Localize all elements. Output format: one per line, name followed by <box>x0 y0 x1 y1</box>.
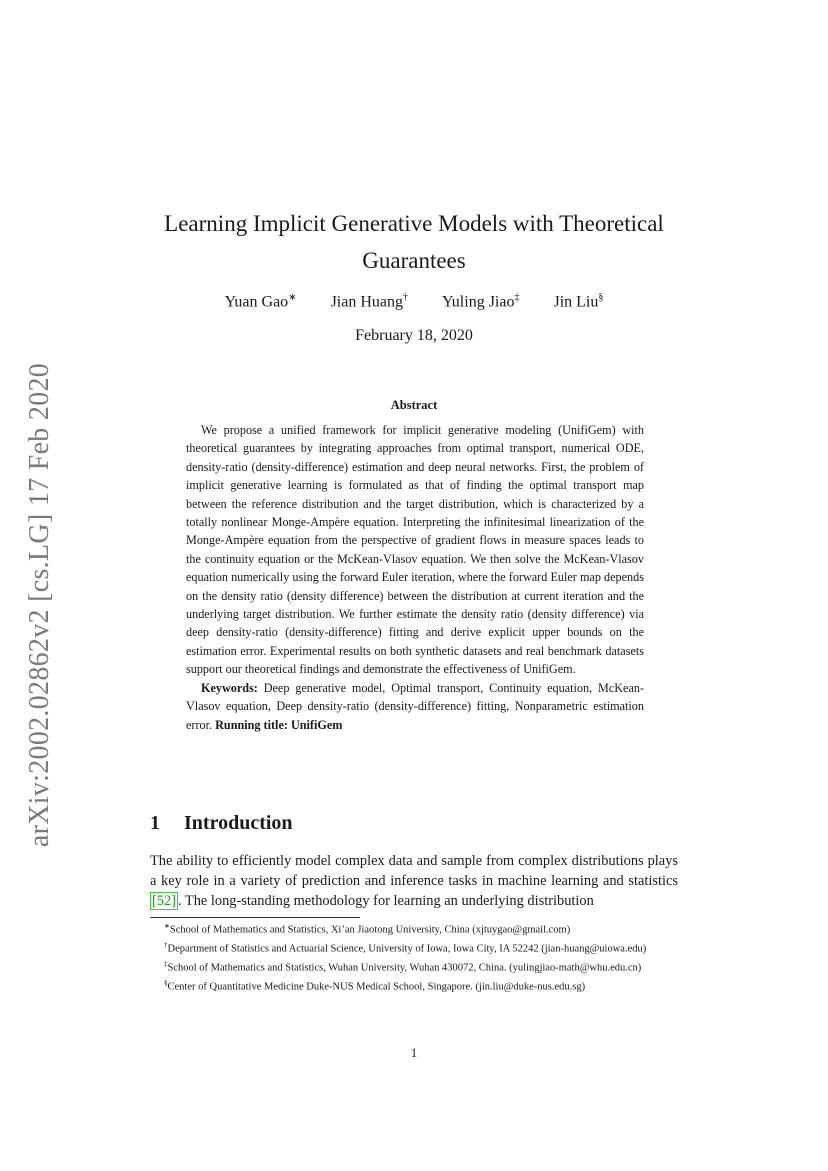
footnote <box>150 938 678 957</box>
section-title: Introduction <box>184 812 293 834</box>
footnote-text: Center of Quantitative Medicine Duke-NUS Medical School, Singapore. (jin.liu@duke-nus.edu.sg) <box>167 981 586 993</box>
section-number: 1 <box>150 812 160 834</box>
footnote <box>150 919 678 938</box>
footnote <box>150 957 678 976</box>
abstract-text: We propose a unified framework for implicit generative modeling (UnifiGem) with theoretical guarantees by integrating approaches from optimal transport, numerical ODE, density-ratio (density-difference) estimation and deep neural networks. First, the problem of implicit generative learning is formulated as that of finding the optimal transport map between the reference distribution and the target distribution, which is characterized by a totally nonlinear Monge-Ampère equation. Interpreting the infinitesimal linearization of the Monge-Ampère equation from the perspective of gradient flows in measure spaces leads to the continuity equation or the McKean-Vlasov equation. We then solve the McKean-Vlasov equation numerically using the forward Euler iteration, where the forward Euler map depends on the density ratio (density difference) between the distribution at current iteration and the underlying target distribution. We further estimate the density ratio (density difference) via deep density-ratio (density-difference) fitting and derive explicit upper bounds on the estimation error. Experimental results on both synthetic datasets and real benchmark datasets support our theoretical findings and demonstrate the effectiveness of UnifiGem. <box>186 423 644 677</box>
arxiv-identifier: arXiv:2002.02862v2 [cs.LG] 17 Feb 2020 <box>24 362 55 848</box>
keywords-text: Deep generative model, Optimal transport, Continuity equation, McKean-Vlasov equation, Deep density-ratio (density-difference) fitting, Nonparametric estimation error. <box>186 680 645 732</box>
footnote-text: School of Mathematics and Statistics, Wuhan University, Wuhan 430072, China. (yulingjiao-math@whu.edu.cn) <box>167 962 642 974</box>
footnote <box>150 976 678 995</box>
section-heading <box>150 812 293 835</box>
author-affiliation-mark: ‡ <box>514 292 520 303</box>
footnote-mark: ‡ <box>164 959 168 968</box>
author <box>442 292 519 311</box>
author-name: Jin Liu <box>553 293 599 311</box>
paper-title: Learning Implicit Generative Models with Theoretical Guarantees <box>164 211 664 273</box>
author-affiliation-mark: † <box>403 292 409 303</box>
citation-link[interactable]: [52] <box>152 893 176 910</box>
footnote-text: Department of Statistics and Actuarial Science, University of Iowa, Iowa City, IA 52242 (jian-huang@uiowa.edu) <box>167 943 647 955</box>
author-name: Yuan Gao <box>224 293 289 311</box>
footnote-divider <box>150 917 360 918</box>
introduction-paragraph <box>150 851 678 912</box>
author <box>553 292 603 311</box>
page-number: 1 <box>410 1045 418 1060</box>
abstract-heading: Abstract <box>390 398 438 412</box>
footnote-text: School of Mathematics and Statistics, Xi’an Jiaotong University, China (xjtuygao@gmail.com) <box>169 924 571 936</box>
author <box>331 292 408 311</box>
footnote-mark: ∗ <box>164 922 170 930</box>
footnote-mark: § <box>164 978 168 987</box>
running-title: UnifiGem <box>290 717 343 732</box>
keywords-label: Keywords: <box>201 680 258 695</box>
footnotes <box>150 919 678 995</box>
author-affiliation-mark: § <box>598 292 604 303</box>
author <box>225 292 297 311</box>
intro-text-part: . The long-standing methodology for learning an underlying distribution <box>177 893 594 910</box>
author-list <box>150 292 678 311</box>
intro-text <box>150 851 678 912</box>
publication-date: February 18, 2020 <box>355 327 473 344</box>
footnote-mark: † <box>164 940 168 949</box>
abstract <box>186 421 644 734</box>
intro-text-part: The ability to efficiently model complex data and sample from complex distributions plays a key role in a variety of prediction and inference tasks in machine learning and statistics <box>150 853 678 890</box>
running-title-label: Running title: <box>215 717 288 732</box>
keywords <box>186 679 644 734</box>
author-affiliation-mark: ∗ <box>288 292 297 303</box>
author-name: Yuling Jiao <box>442 293 515 311</box>
author-name: Jian Huang <box>330 293 404 311</box>
